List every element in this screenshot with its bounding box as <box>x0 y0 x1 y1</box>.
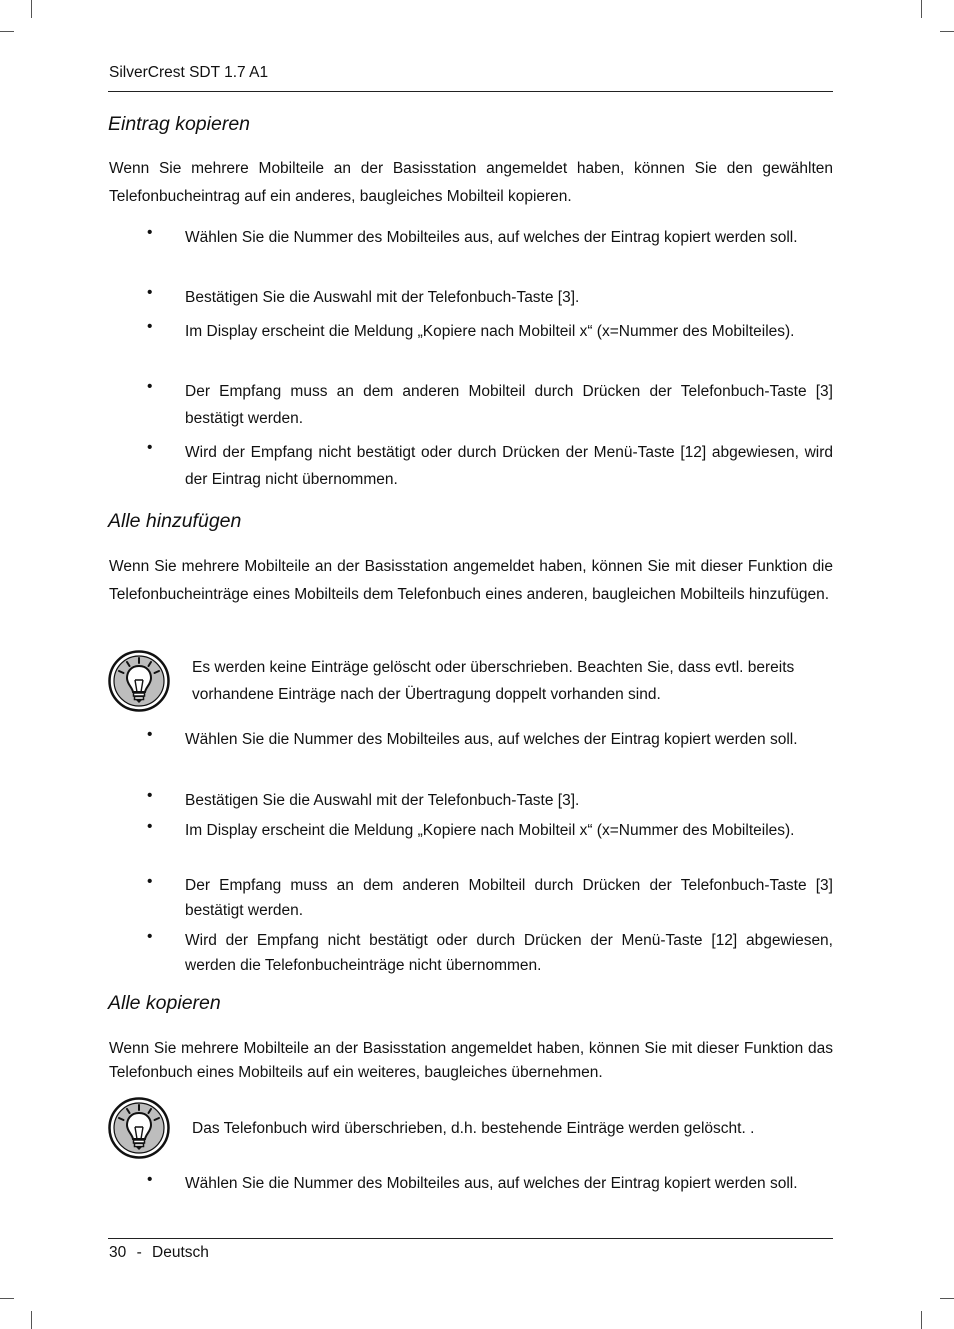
section-heading: Alle kopieren <box>108 992 221 1014</box>
footer-language: Deutsch <box>152 1244 209 1261</box>
list-item-text: Der Empfang muss an dem anderen Mobilteil durch Drücken der Telefonbuch-Taste [3] bestätigt werden. <box>185 383 833 427</box>
list-item <box>109 378 833 432</box>
list-item <box>109 318 833 345</box>
bullet-icon: • <box>147 928 153 945</box>
bullet-icon: • <box>147 873 153 890</box>
note-text: Das Telefonbuch wird überschrieben, d.h. bestehende Einträge werden gelöscht. . <box>192 1120 755 1137</box>
list-item <box>109 1171 833 1196</box>
footer-separator: - <box>136 1244 142 1261</box>
crop-mark <box>31 1311 32 1329</box>
list-item <box>109 284 833 311</box>
list-item <box>109 818 833 843</box>
list-item <box>109 224 833 251</box>
section-heading: Alle hinzufügen <box>108 510 242 532</box>
bullet-icon: • <box>147 284 153 301</box>
list-item-text: Im Display erscheint die Meldung „Kopiere nach Mobilteil x“ (x=Nummer des Mobilteiles). <box>185 822 795 839</box>
list-item-text: Wählen Sie die Nummer des Mobilteiles aus, auf welches der Eintrag kopiert werden soll. <box>185 731 798 748</box>
bullet-icon: • <box>147 818 153 835</box>
list-item <box>109 726 833 753</box>
list-item <box>109 439 833 493</box>
list-item <box>109 928 833 978</box>
bullet-icon: • <box>147 439 153 456</box>
list-item <box>109 787 833 814</box>
page-footer <box>109 1244 209 1262</box>
list-item-text: Wählen Sie die Nummer des Mobilteiles aus, auf welches der Eintrag kopiert werden soll. <box>185 229 798 246</box>
crop-mark <box>940 1298 954 1299</box>
list-item-text: Der Empfang muss an dem anderen Mobilteil durch Drücken der Telefonbuch-Taste [3] bestätigt werden. <box>185 877 833 919</box>
list-item-text: Bestätigen Sie die Auswahl mit der Telefonbuch-Taste [3]. <box>185 289 580 306</box>
section-intro: Wenn Sie mehrere Mobilteile an der Basisstation angemeldet haben, können Sie mit dieser Funktion das Telefonbuch eines Mobilteils auf ein weiteres, baugleiches übernehmen. <box>109 1040 833 1081</box>
bullet-icon: • <box>147 726 153 743</box>
bullet-icon: • <box>147 318 153 335</box>
list-item-text: Wählen Sie die Nummer des Mobilteiles aus, auf welches der Eintrag kopiert werden soll. <box>185 1175 798 1192</box>
section-intro: Wenn Sie mehrere Mobilteile an der Basisstation angemeldet haben, können Sie mit dieser Funktion die Telefonbucheinträge eines Mobilteils dem Telefonbuch eines anderen, baugleichen Mobilteils hinzufügen. <box>109 558 833 603</box>
list-item-text: Im Display erscheint die Meldung „Kopiere nach Mobilteil x“ (x=Nummer des Mobilteiles). <box>185 323 795 340</box>
bullet-icon: • <box>147 224 153 241</box>
page-number: 30 <box>109 1244 127 1261</box>
header-rule <box>108 91 833 92</box>
list-item <box>109 873 833 923</box>
bullet-icon: • <box>147 787 153 804</box>
lightbulb-icon <box>108 650 170 712</box>
bullet-icon: • <box>147 1171 153 1188</box>
note-text: Es werden keine Einträge gelöscht oder überschrieben. Beachten Sie, dass evtl. bereits vorhandene Einträge nach der Übertragung doppelt vorhanden sind. <box>192 659 795 703</box>
crop-mark <box>31 0 32 18</box>
footer-rule <box>108 1238 833 1239</box>
crop-mark <box>921 0 922 18</box>
list-item-text: Bestätigen Sie die Auswahl mit der Telefonbuch-Taste [3]. <box>185 792 580 809</box>
list-item-text: Wird der Empfang nicht bestätigt oder durch Drücken der Menü-Taste [12] abgewiesen, werden die Telefonbucheinträge nicht übernommen. <box>185 932 833 974</box>
lightbulb-icon <box>108 1097 170 1159</box>
running-header: SilverCrest SDT 1.7 A1 <box>109 64 269 81</box>
bullet-icon: • <box>147 378 153 395</box>
crop-mark <box>940 31 954 32</box>
crop-mark <box>0 31 14 32</box>
section-heading: Eintrag kopieren <box>108 113 251 135</box>
crop-mark <box>0 1298 14 1299</box>
section-intro: Wenn Sie mehrere Mobilteile an der Basisstation angemeldet haben, können Sie den gewählten Telefonbucheintrag auf ein anderes, baugleiches Mobilteil kopieren. <box>109 160 833 205</box>
list-item-text: Wird der Empfang nicht bestätigt oder durch Drücken der Menü-Taste [12] abgewiesen, wird der Eintrag nicht übernommen. <box>185 444 833 488</box>
crop-mark <box>921 1311 922 1329</box>
